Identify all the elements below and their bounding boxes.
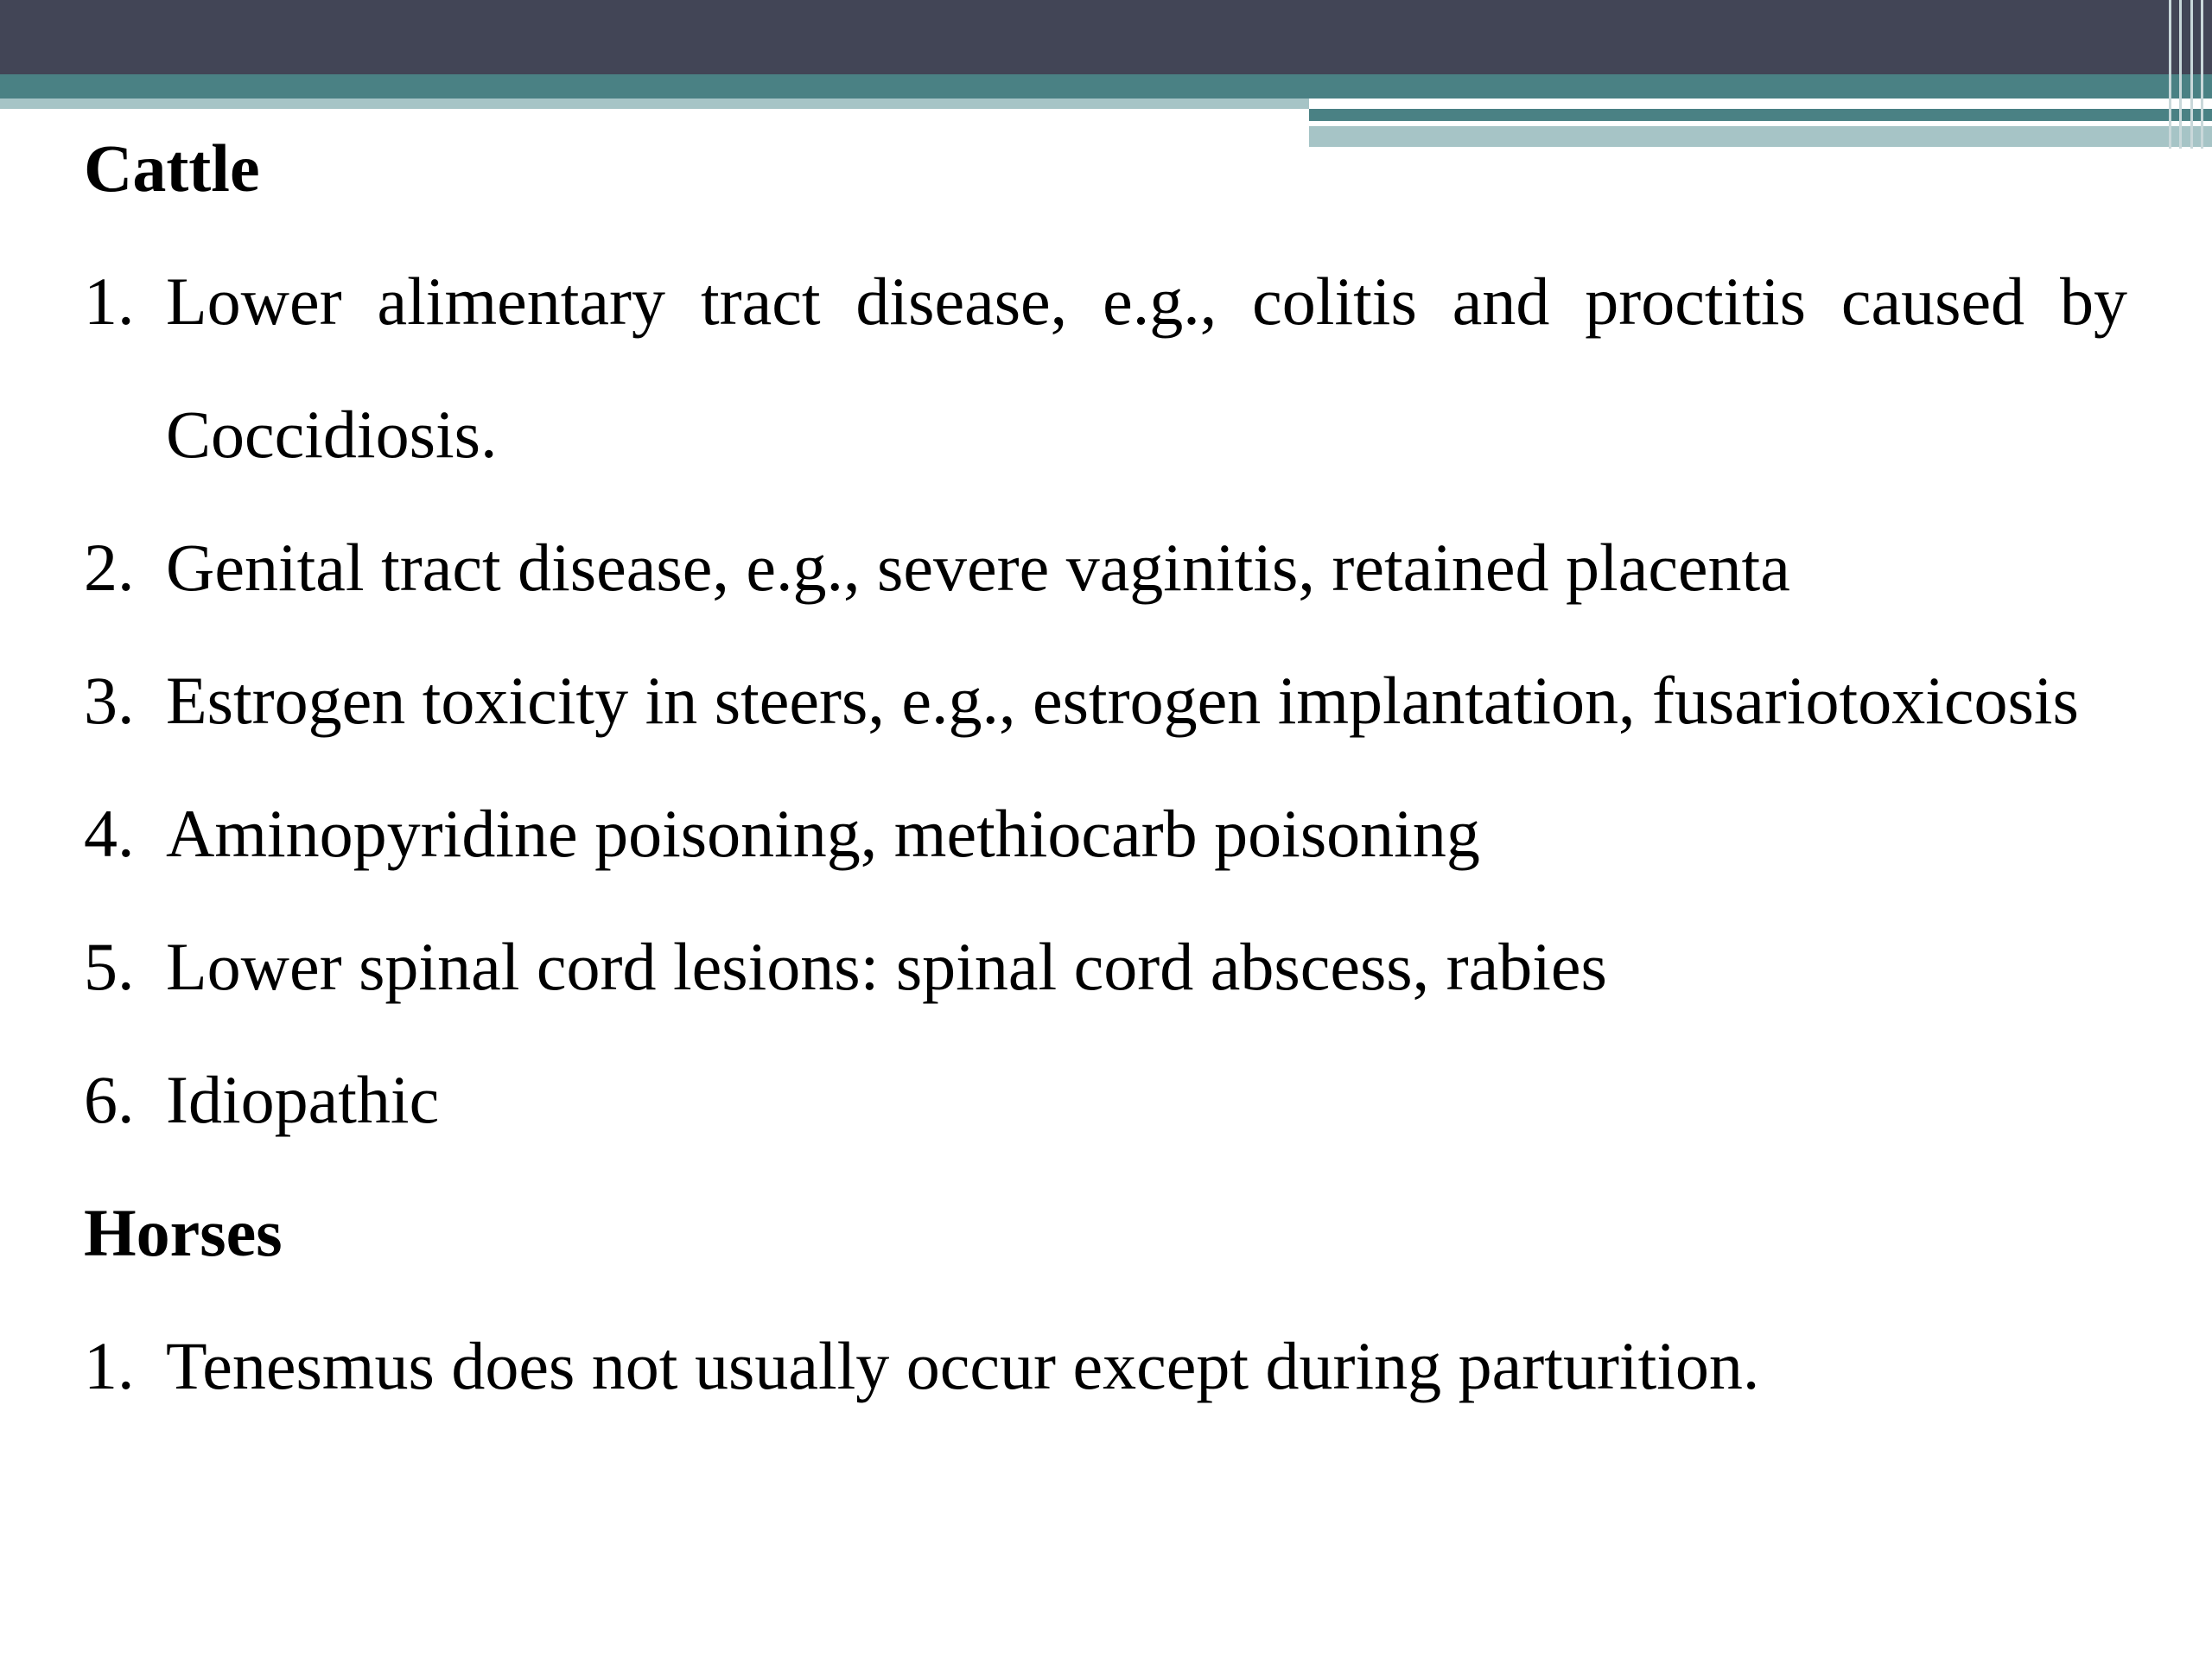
list-item bbox=[84, 1033, 2127, 1166]
list-item-text: Tenesmus does not usually occur except during parturition. bbox=[166, 1328, 1760, 1403]
slide-accent-band bbox=[0, 74, 2212, 99]
section-heading-cattle: Cattle bbox=[84, 130, 260, 206]
edge-line bbox=[2169, 0, 2171, 149]
edge-line bbox=[2190, 0, 2193, 149]
slide-edge-lines bbox=[2160, 0, 2212, 149]
list-item-text: Idiopathic bbox=[166, 1062, 440, 1137]
list-item-number: 4. bbox=[84, 796, 135, 871]
list-item bbox=[84, 501, 2127, 634]
list-item-number: 5. bbox=[84, 929, 135, 1004]
list-item-text: Aminopyridine poisoning, methiocarb poisoning bbox=[166, 796, 1480, 871]
list-item-number: 1. bbox=[84, 264, 135, 339]
list-item-text: Estrogen toxicity in steers, e.g., estrogen implantation, fusariotoxicosis bbox=[166, 663, 2079, 738]
cattle-causes-list bbox=[84, 235, 2127, 1166]
list-item-number: 3. bbox=[84, 663, 135, 738]
list-item-text: Lower alimentary tract disease, e.g., colitis and proctitis caused by Coccidiosis. bbox=[166, 264, 2127, 472]
list-item-number: 2. bbox=[84, 530, 135, 605]
list-item bbox=[84, 900, 2127, 1033]
list-item bbox=[84, 235, 2127, 501]
list-item bbox=[84, 1300, 2127, 1433]
horses-causes-list bbox=[84, 1300, 2127, 1433]
slide-content bbox=[84, 102, 2127, 1433]
section-heading-horses: Horses bbox=[84, 1195, 283, 1270]
list-item bbox=[84, 767, 2127, 900]
list-item bbox=[84, 634, 2127, 767]
slide-header-band bbox=[0, 0, 2212, 74]
edge-line bbox=[2201, 0, 2203, 149]
list-item-number: 1. bbox=[84, 1328, 135, 1403]
list-item-number: 6. bbox=[84, 1062, 135, 1137]
list-item-text: Genital tract disease, e.g., severe vaginitis, retained placenta bbox=[166, 530, 1790, 605]
edge-line bbox=[2179, 0, 2182, 149]
list-item-text: Lower spinal cord lesions: spinal cord abscess, rabies bbox=[166, 929, 1607, 1004]
